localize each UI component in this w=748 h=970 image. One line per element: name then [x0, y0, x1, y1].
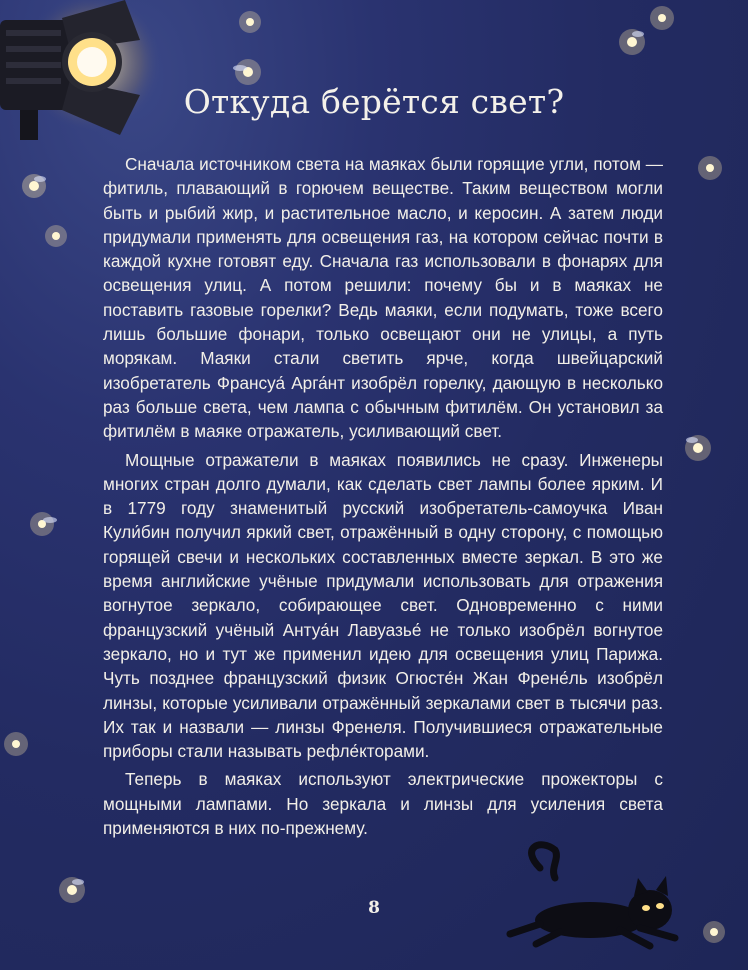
paragraph: Сначала источником света на маяках были горящие угли, потом — фитиль, плавающий в горючем веществе. Таким веществом могли быть и рыбий жир, и растительное масло, и керосин. А затем люди придумали применять для освещения газ, на котором сейчас почти в каждой кухне готовят еду. Сначала газ использовали в фонарях для освещения улиц. А потом решили: почему бы и в маяках не поставить газовые горелки? Ведь маяки, если подумать, тоже всего лишь большие фонари, только освещают они не улицы, а путь морякам. Маяки стали светить ярче, когда швейцарский изобретатель Франсуа́ Арга́нт изобрёл горелку, дающую в несколько раз больше света, чем лампа с обычным фитилём. Он установил за фитилём в маяке отражатель, усиливающий свет. — [103, 154, 663, 442]
page-title: Откуда берётся свет? — [183, 82, 565, 121]
firefly-icon — [678, 428, 718, 468]
spotlight-icon — [0, 0, 180, 150]
body-text — [103, 152, 663, 844]
firefly-icon — [16, 164, 56, 204]
firefly-icon — [690, 148, 730, 188]
page-number: 8 — [368, 898, 380, 918]
firefly-icon — [230, 2, 270, 42]
paragraph: Теперь в маяках используют электрические прожекторы с мощными лампами. Но зеркала и линзы для усиления света применяются в них по-прежнему. — [103, 769, 663, 839]
firefly-icon — [0, 724, 36, 764]
paragraph: Мощные отражатели в маяках появились не сразу. Инженеры многих стран долго думали, как сделать свет лампы более ярким. И в 1779 году знаменитый русский изобретатель-самоучка Иван Кули́бин получил яркий свет, отражённый в одну сторону, с помощью горящей свечи и нескольких составленных вместе зеркал. В это же время английские учёные придумали использовать для отражения вогнутое зеркало, собирающее свет. Одновременно с ними французский учёный Антуа́н Лавуазье́ не только изобрёл вогнутое зеркало, но и тут же применил идею для освещения улиц Парижа. Чуть позднее французский физик Огюсте́н Жан Френе́ль изобрёл линзы, которые усиливали отражённый зеркалами свет в тысячи раз. Их так и назвали — линзы Френеля. Получившиеся отражательные приборы стали называть рефле́кторами. — [103, 449, 663, 762]
firefly-icon — [36, 216, 76, 256]
firefly-icon — [22, 504, 62, 544]
firefly-icon — [642, 0, 682, 40]
